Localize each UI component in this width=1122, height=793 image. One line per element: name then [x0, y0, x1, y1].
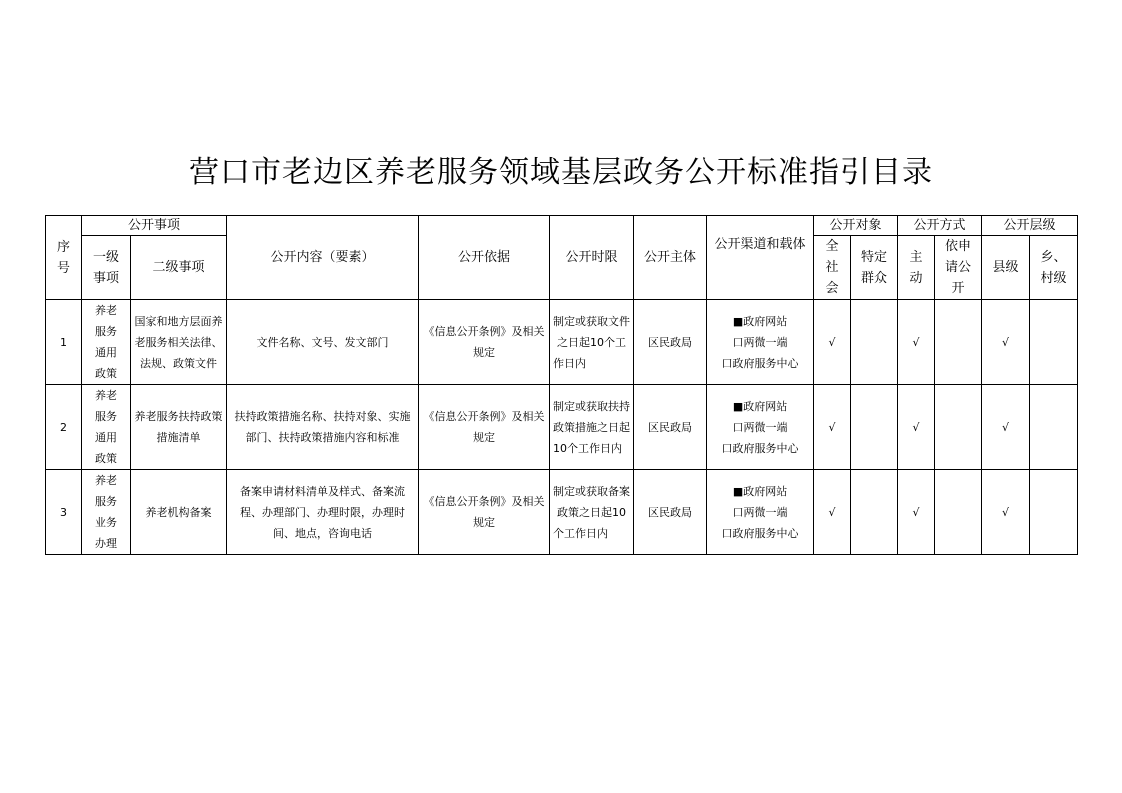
row-basis: 《信息公开条例》及相关规定 [419, 300, 550, 385]
row-seq: 2 [46, 385, 82, 470]
channel-website: ■政府网站 [732, 314, 788, 328]
check-county: √ [982, 300, 1030, 385]
row-level1: 养老服务通用政策 [82, 385, 131, 470]
table-row [46, 300, 1078, 385]
check-active: √ [898, 470, 935, 555]
channel-weibo-weixin: 口两微一端 [732, 420, 788, 434]
header-level: 公开层级 [982, 216, 1078, 236]
header-level1: 一级事项 [82, 236, 131, 300]
channel-website: ■政府网站 [732, 399, 788, 413]
header-level-town: 乡、村级 [1030, 236, 1078, 300]
check-town [1030, 385, 1078, 470]
check-all: √ [814, 385, 851, 470]
check-county: √ [982, 470, 1030, 555]
row-time-limit: 制定或获取扶持政策措施之日起10个工作日内 [550, 385, 634, 470]
row-time-limit: 制定或获取备案政策之日起10个工作日内 [550, 470, 634, 555]
header-level2: 二级事项 [131, 236, 227, 300]
header-target: 公开对象 [814, 216, 898, 236]
row-level1: 养老服务业务办理 [82, 470, 131, 555]
channel-weibo-weixin: 口两微一端 [732, 505, 788, 519]
channel-service-center: 口政府服务中心 [721, 356, 799, 370]
header-method-active: 主动 [898, 236, 935, 300]
channel-service-center: 口政府服务中心 [721, 441, 799, 455]
row-subject: 区民政局 [634, 470, 707, 555]
check-request [935, 385, 982, 470]
header-row-1 [46, 216, 1078, 236]
check-town [1030, 300, 1078, 385]
row-subject: 区民政局 [634, 385, 707, 470]
row-level2: 国家和地方层面养老服务相关法律、法规、政策文件 [131, 300, 227, 385]
check-all: √ [814, 470, 851, 555]
header-content: 公开内容（要素） [227, 216, 419, 300]
row-level2: 养老机构备案 [131, 470, 227, 555]
disclosure-table [45, 215, 1078, 555]
row-seq: 3 [46, 470, 82, 555]
row-content: 备案申请材料清单及样式、备案流程、办理部门、办理时限，办理时间、地点，咨询电话 [227, 470, 419, 555]
check-specific [851, 300, 898, 385]
header-target-specific: 特定群众 [851, 236, 898, 300]
header-gongkai-shixiang: 公开事项 [82, 216, 227, 236]
check-town [1030, 470, 1078, 555]
channel-service-center: 口政府服务中心 [721, 526, 799, 540]
check-request [935, 300, 982, 385]
header-level-county: 县级 [982, 236, 1030, 300]
header-method: 公开方式 [898, 216, 982, 236]
check-all: √ [814, 300, 851, 385]
header-subject: 公开主体 [634, 216, 707, 300]
header-basis: 公开依据 [419, 216, 550, 300]
header-time-limit: 公开时限 [550, 216, 634, 300]
header-method-request: 依申请公开 [935, 236, 982, 300]
row-basis: 《信息公开条例》及相关规定 [419, 385, 550, 470]
channel-website: ■政府网站 [732, 484, 788, 498]
check-specific [851, 470, 898, 555]
row-level1: 养老服务通用政策 [82, 300, 131, 385]
check-active: √ [898, 300, 935, 385]
row-seq: 1 [46, 300, 82, 385]
row-channels [707, 300, 814, 385]
header-channel: 公开渠道和载体 [707, 216, 814, 300]
header-seq: 序号 [46, 216, 82, 300]
row-time-limit: 制定或获取文件之日起10个工作日内 [550, 300, 634, 385]
check-specific [851, 385, 898, 470]
check-active: √ [898, 385, 935, 470]
row-subject: 区民政局 [634, 300, 707, 385]
check-request [935, 470, 982, 555]
header-target-all: 全社会 [814, 236, 851, 300]
row-channels [707, 385, 814, 470]
check-county: √ [982, 385, 1030, 470]
channel-weibo-weixin: 口两微一端 [732, 335, 788, 349]
table-row [46, 385, 1078, 470]
row-level2: 养老服务扶持政策措施清单 [131, 385, 227, 470]
table-row [46, 470, 1078, 555]
row-basis: 《信息公开条例》及相关规定 [419, 470, 550, 555]
page-title: 营口市老边区养老服务领域基层政务公开标准指引目录 [189, 155, 933, 190]
row-content: 扶持政策措施名称、扶持对象、实施部门、扶持政策措施内容和标准 [227, 385, 419, 470]
row-channels [707, 470, 814, 555]
row-content: 文件名称、文号、发文部门 [227, 300, 419, 385]
